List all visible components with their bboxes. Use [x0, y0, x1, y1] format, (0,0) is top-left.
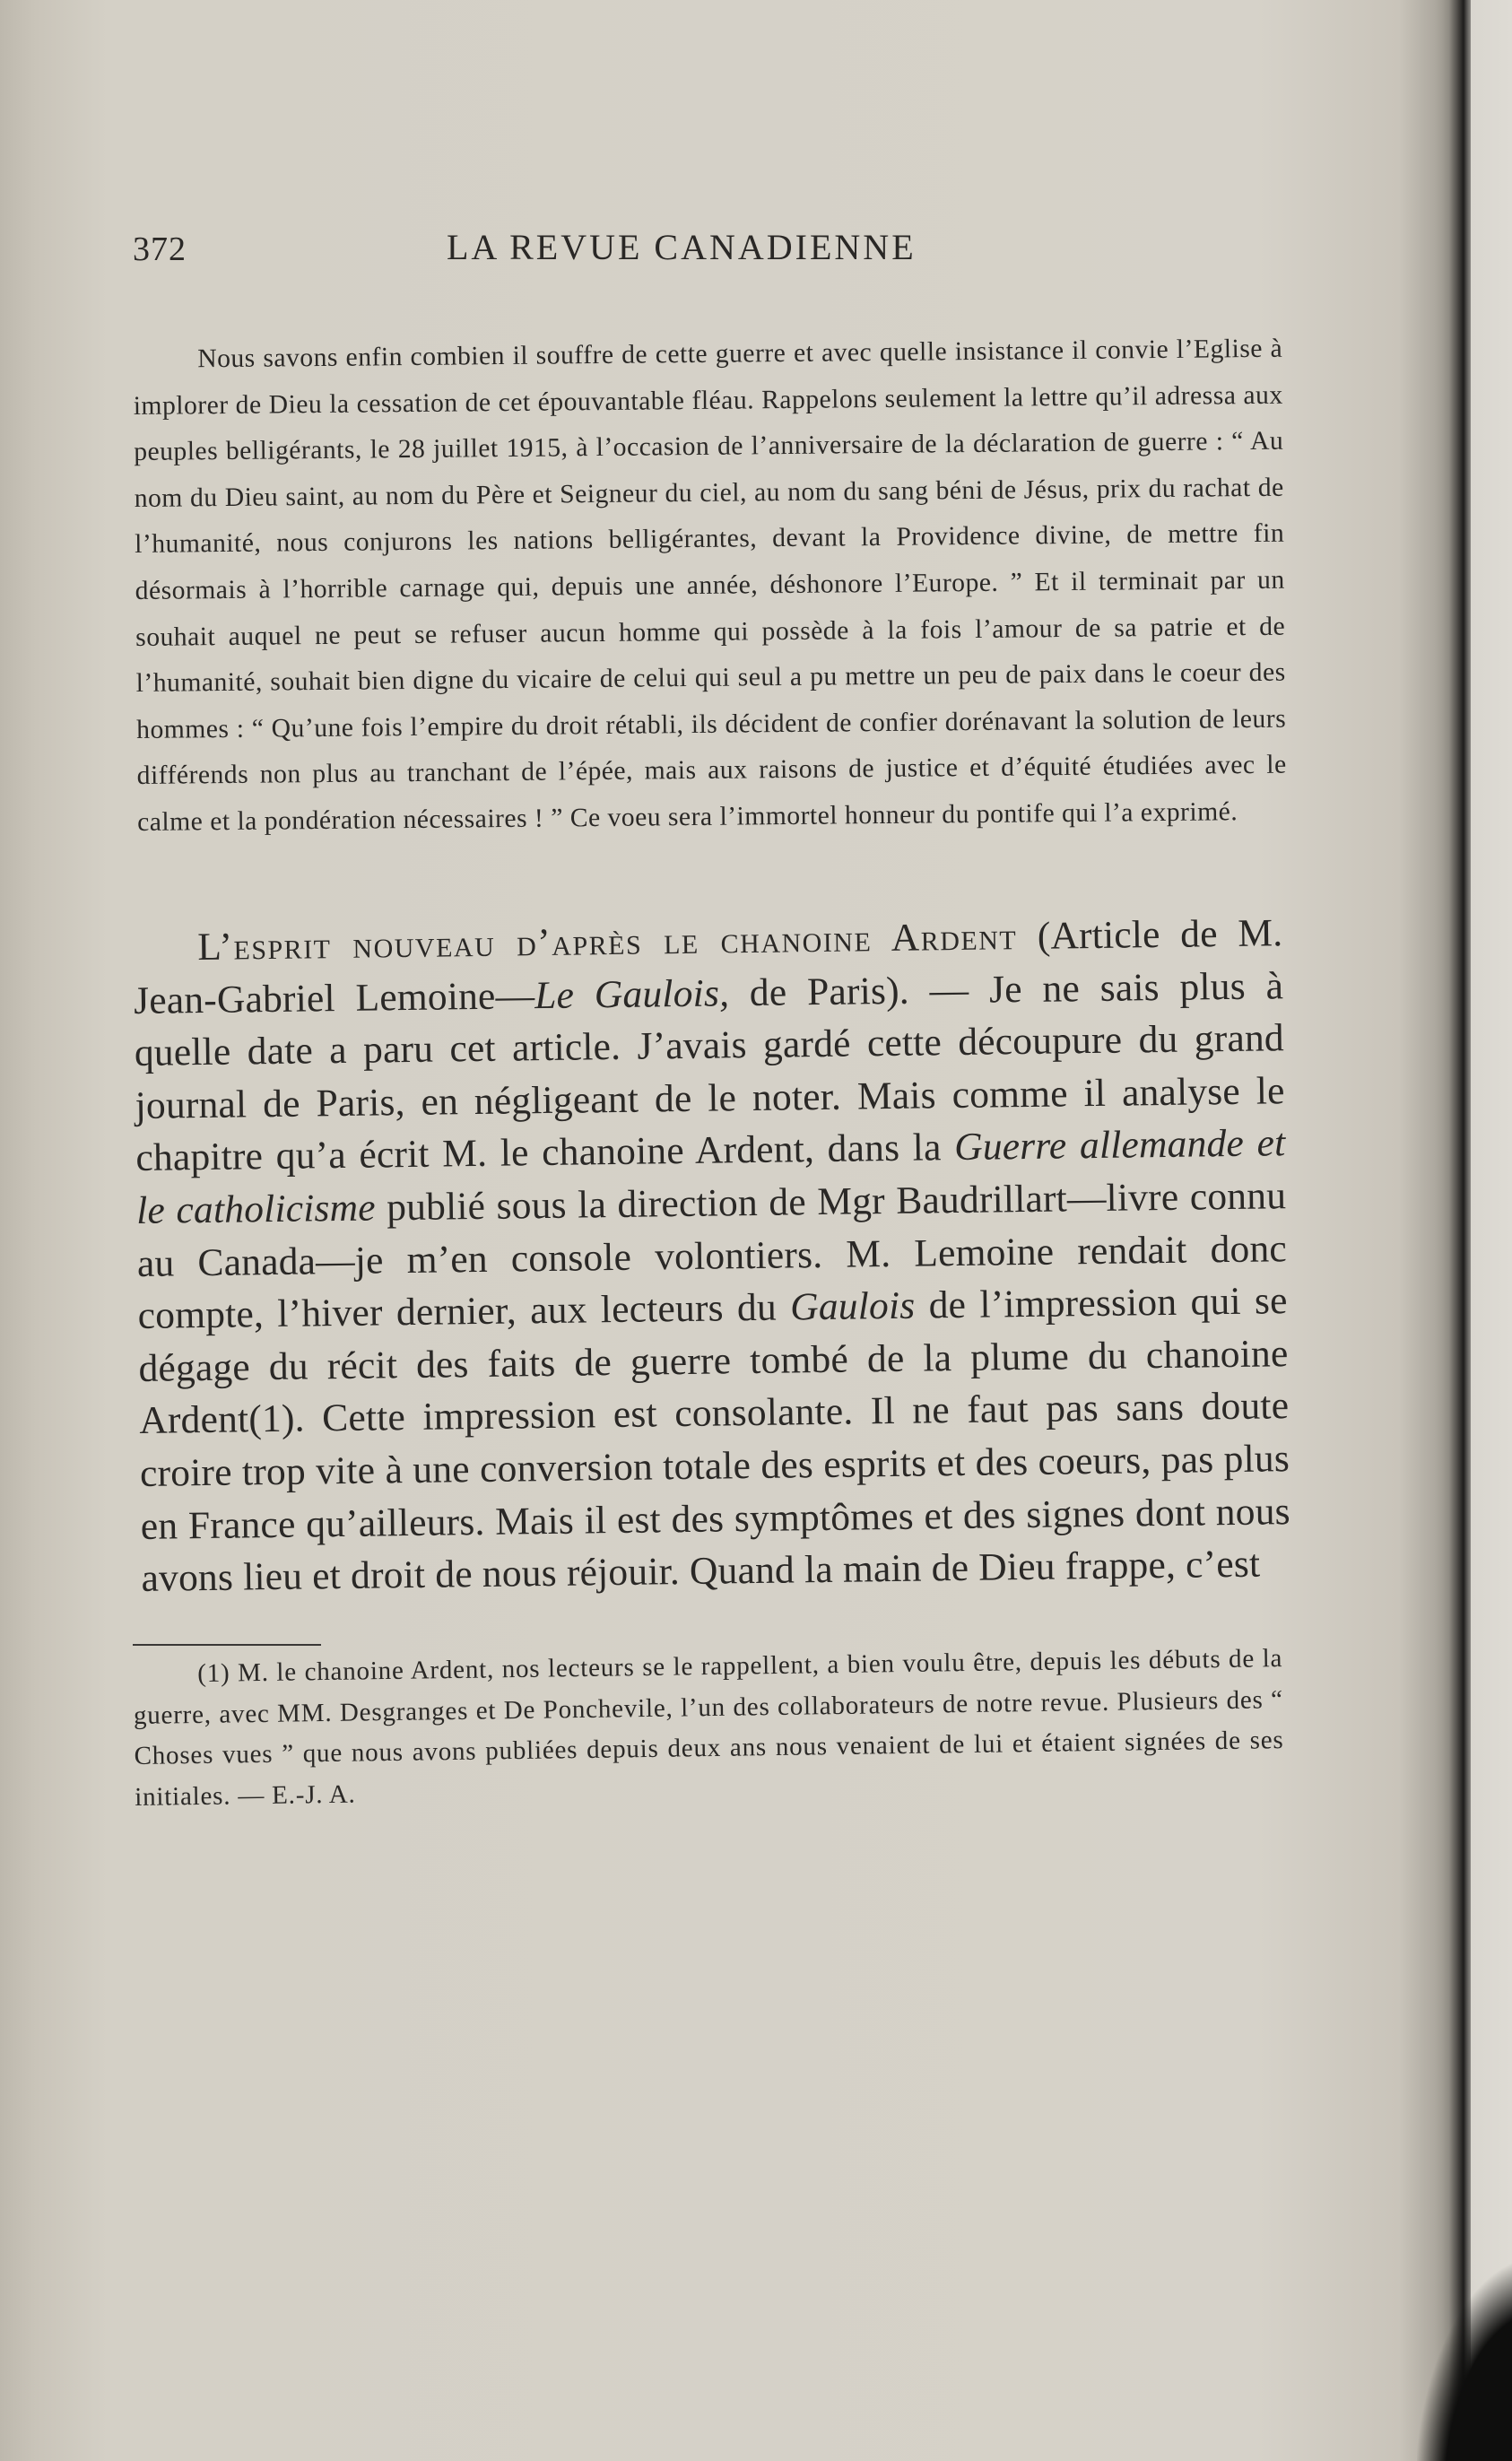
page-content	[133, 222, 1291, 1818]
newspaper-name-2: Gaulois	[789, 1283, 916, 1329]
binding-shadow	[1399, 0, 1471, 2461]
article-after-newspaper: de l’impression qui se dégage du récit des faits de guerre tombé de la plume du chanoine Ardent	[138, 1278, 1289, 1442]
book-title: Guerre allemande et le catholicisme	[135, 1121, 1286, 1232]
footnote-text: M. le chanoine Ardent, nos lecteurs se le rappellent, a bien voulu être, depuis les débuts de la guerre, avec MM. Desgranges et De Ponchevile, l’un des collaborateurs de notre revue. Plusieurs des “ Choses vues ” que nous avons publiées depuis deux ans nous venaient de lui et étaient signées de ses initiales. — E.-J. A.	[133, 1644, 1284, 1812]
footnote-marker: (1)	[197, 1658, 230, 1689]
article-paragraph	[133, 907, 1291, 1604]
article-closing: . Cette impression est consolante. Il ne faut pas sans doute croire trop vite à une conversion totale des esprits et des coeurs, pas plus en France qu’ailleurs. Mais il est des symptômes et des signes dont nous avons lieu et droit de nous réjouir. Quand la main de Dieu frappe, c’est	[139, 1384, 1291, 1600]
page-header	[133, 222, 1282, 276]
footnote-reference: (1)	[248, 1396, 295, 1441]
article-heading: L’esprit nouveau d’après le chanoine Ardent	[197, 914, 1018, 969]
page-curl	[1417, 2260, 1512, 2461]
article-middle: publié sous la direction de Mgr Baudrillart—livre connu au Canada—je m’en console volontiers. M. Lemoine rendait donc compte, l’hiver dernier, aux lecteurs du	[136, 1173, 1288, 1337]
running-title: LA REVUE CANADIENNE	[447, 227, 917, 267]
article-intro-close: de Paris). — Je ne sais plus à quelle date a paru cet article. J’avais gardé cette découpure du grand journal de Paris, en négligeant de le noter. Mais comme il analyse le chapitre qu’a écrit M. le chanoine Ardent, dans la	[134, 963, 1285, 1179]
article-intro-open: (Article de M. Jean-Gabriel Lemoine—	[133, 910, 1283, 1022]
footnote	[133, 1639, 1284, 1818]
newspaper-name: Le Gaulois,	[534, 970, 730, 1017]
footnote-rule	[133, 1644, 321, 1646]
quote-paragraph: Nous savons enfin combien il souffre de cette guerre et avec quelle insistance il convie l’Eglise à implorer de Dieu la cessation de cet épouvantable fléau. Rappelons seulement la lettre qu’il adressa aux peuples belligérants, le 28 juillet 1915, à l’occasion de l’anniversaire de la déclaration de guerre : “ Au nom du Dieu saint, au nom du Père et Seigneur du ciel, au nom du sang béni de Jésus, prix du rachat de l’humanité, nous conjurons les nations belligérantes, devant la Providence divine, de mettre fin désormais à l’horrible carnage qui, depuis une année, déshonore l’Europe. ” Et il terminait par un souhait auquel ne peut se refuser aucun homme qui possède à la fois l’amour de sa patrie et de l’humanité, souhait bien digne du vicaire de celui qui seul a pu mettre un peu de paix dans le coeur des hommes : “ Qu’une fois l’empire du droit rétabli, ils décident de confier dorénavant la solution de leurs différends non plus au tranchant de l’épée, mais aux raisons de justice et d’équité étudiées avec le calme et la pondération nécessaires ! ” Ce voeu sera l’immortel honneur du pontife qui l’a exprimé.	[133, 334, 1287, 837]
page-number: 372	[133, 230, 187, 268]
